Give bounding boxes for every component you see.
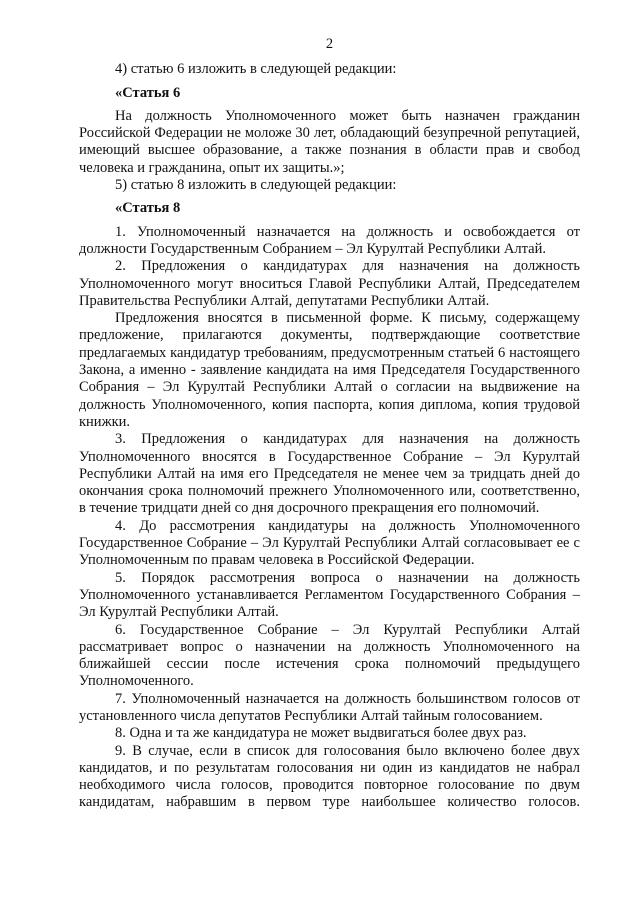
article-8-part-9: 9. В случае, если в список для голосования было включено более двух кандидатов, и по результатам голосования ни один из кандидатов не набрал необходимого числа голосов, проводится повторное голосование по двум кандидатам, набравшим в первом туре наибольшее количество голосов. xyxy=(79,742,580,811)
article-6-text: На должность Уполномоченного может быть назначен гражданин Российской Федерации не моложе 30 лет, обладающий безупречной репутацией, имеющий высшее образование, а также познания в области прав и свобод человека и гражданина, опыт их защиты.»; xyxy=(79,107,580,176)
article-8-heading: «Статья 8 xyxy=(115,200,181,217)
article-8-part-5: 5. Порядок рассмотрения вопроса о назначении на должность Уполномоченного устанавливается Регламентом Государственного Собрания – Эл Курултай Республики Алтай. xyxy=(79,569,580,621)
article-8-part-7: 7. Уполномоченный назначается на должность большинством голосов от установленного числа депутатов Республики Алтай тайным голосованием. xyxy=(79,690,580,724)
article-8-part-3: 3. Предложения о кандидатурах для назначения на должность Уполномоченного вносятся в Государственное Собрание – Эл Курултай Республики Алтай на имя его Председателя не менее чем за тридцать дней до окончания срока полномочий прежнего Уполномоченного или, соответственно, в течение тридцати дней со дня досрочного прекращения его полномочий. xyxy=(79,431,580,517)
article-8-part-1: 1. Уполномоченный назначается на должность и освобождается от должности Государственным Собранием – Эл Курултай Республики Алтай. xyxy=(79,223,580,257)
article-6-heading: «Статья 6 xyxy=(115,84,181,101)
article-8-part-8: 8. Одна и та же кандидатура не может выдвигаться более двух раз. xyxy=(115,725,527,742)
article-8-part-4: 4. До рассмотрения кандидатуры на должность Уполномоченного Государственное Собрание – Эл Курултай Республики Алтай согласовывает ее с Уполномоченным по правам человека в Российской Федерации. xyxy=(79,517,580,569)
article-8-part-6: 6. Государственное Собрание – Эл Курултай Республики Алтай рассматривает вопрос о назначении на должность Уполномоченного на ближайшей сессии после истечения срока полномочий предыдущего Уполномоченного. xyxy=(79,621,580,690)
amendment-item-4: 4) статью 6 изложить в следующей редакции: xyxy=(115,61,397,78)
article-8-part-2-continued: Предложения вносятся в письменной форме. К письму, содержащему предложение, прилагаются документы, подтверждающие соответствие предлагаемых кандидатур требованиям, предусмотренным статьей 6 настоящего Закона, а именно - заявление кандидата на имя Председателя Государственного Собрания – Эл Курултай Республики Алтай о согласии на выдвижение на должность Уполномоченного, копия паспорта, копия диплома, копия трудовой книжки. xyxy=(79,310,580,430)
amendment-item-5: 5) статью 8 изложить в следующей редакции: xyxy=(115,177,397,194)
page-number: 2 xyxy=(325,36,334,52)
article-8-part-2: 2. Предложения о кандидатурах для назначения на должность Уполномоченного могут вноситься Главой Республики Алтай, Председателем Правительства Республики Алтай, депутатами Республики Алтай. xyxy=(79,258,580,309)
